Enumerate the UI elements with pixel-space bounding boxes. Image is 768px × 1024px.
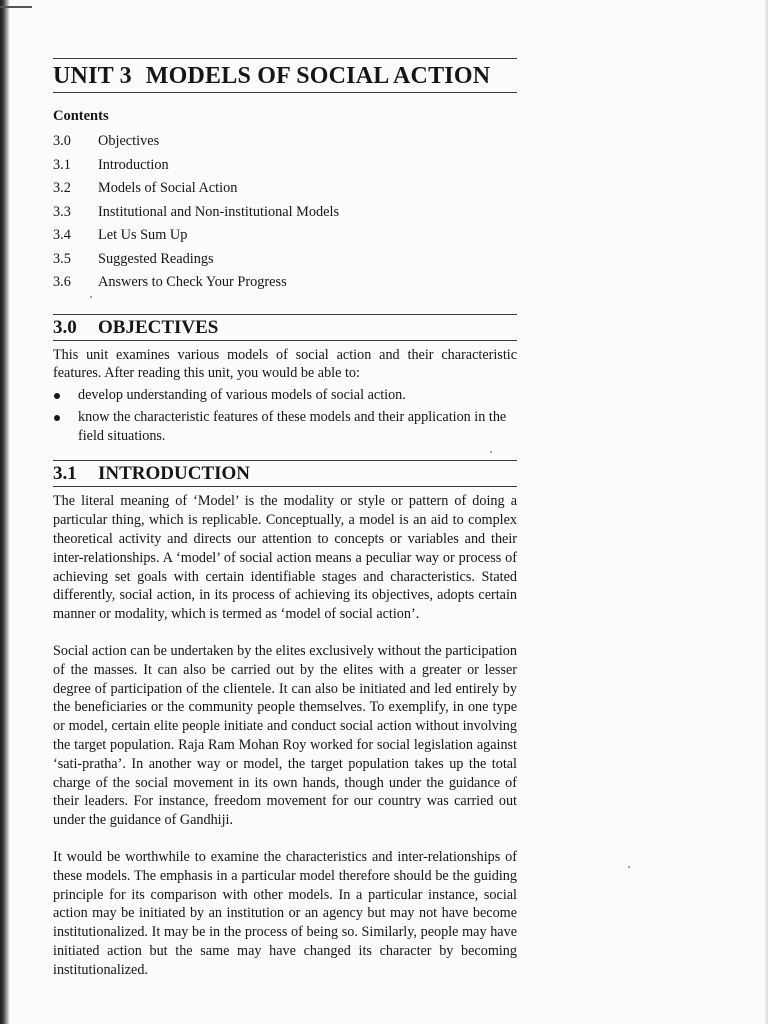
- section-title: INTRODUCTION: [98, 463, 251, 485]
- list-item-text: know the characteristic features of these models and their application in the field situations.: [78, 408, 507, 444]
- toc-item: [53, 201, 517, 225]
- document-page: [53, 58, 517, 980]
- toc-item-number: 3.3: [53, 203, 71, 220]
- table-of-contents: [53, 130, 517, 295]
- paragraph: The literal meaning of ‘Model’ is the modality or style or pattern of doing a particular thing, which is replicable. Conceptually, a model is an aid to complex theoretical activity and directs our attention to concepts or variables and their inter-relationships. A ‘model’ of social action means a peculiar way or process of achieving set goals with certain identifiable stages and characteristics. Stated differently, social action, in its process of achieving its objectives, adopts certain manner or modality, which is termed as ‘model of social action’.: [53, 493, 517, 623]
- toc-item: [53, 177, 517, 201]
- section-heading-objectives: [53, 314, 517, 341]
- toc-item-number: 3.6: [53, 274, 71, 290]
- toc-item-number: 3.1: [53, 156, 71, 173]
- toc-item-label: Let Us Sum Up: [98, 227, 188, 243]
- scan-speck: [628, 866, 630, 868]
- toc-item-number: 3.4: [53, 227, 71, 243]
- list-item-text: develop understanding of various models of social action.: [78, 387, 406, 404]
- section-number: 3.1: [53, 463, 77, 485]
- toc-item-label: Answers to Check Your Progress: [98, 274, 287, 290]
- unit-number: UNIT 3: [53, 63, 132, 89]
- scan-right-edge: [764, 0, 768, 1024]
- bullet-icon: [54, 415, 60, 421]
- toc-item: [53, 224, 517, 248]
- toc-item: [53, 130, 517, 154]
- section-title: OBJECTIVES: [98, 316, 219, 338]
- toc-item: [53, 154, 517, 178]
- scan-corner-mark: [0, 6, 32, 8]
- toc-item-number: 3.2: [53, 180, 71, 196]
- scan-binding-edge: [0, 0, 10, 1024]
- bullet-icon: [54, 393, 60, 399]
- section-number: 3.0: [53, 316, 77, 338]
- unit-name: MODELS OF SOCIAL ACTION: [145, 63, 491, 89]
- list-item: [53, 408, 517, 446]
- toc-item-number: 3.0: [53, 133, 71, 149]
- objectives-intro: This unit examines various models of social action and their characteristic features. After reading this unit, you would be able to:: [53, 346, 517, 382]
- objectives-list: [53, 386, 517, 445]
- toc-item-label: Institutional and Non-institutional Models: [98, 203, 340, 220]
- toc-item-label: Objectives: [98, 133, 160, 149]
- list-item: [53, 386, 517, 405]
- toc-item-label: Suggested Readings: [98, 250, 214, 267]
- section-heading-introduction: [53, 460, 517, 487]
- paragraph: Social action can be undertaken by the elites exclusively without the participation of the masses. It can also be carried out by the elites with a greater or lesser degree of participation of the clientele. It can also be initiated and led entirely by the beneficiaries or the community people themselves. To exemplify, in one type or model, certain elite people initiate and conduct social action without involving the target population. Raja Ram Mohan Roy worked for social legislation against ‘sati-pratha’. In another way or model, the target population takes up the total charge of the social movement in its own hands, though under the guidance of their leaders. For instance, freedom movement for our country was carried out under the guidance of Gandhiji.: [53, 643, 517, 829]
- unit-title: [53, 59, 517, 93]
- paragraph: It would be worthwhile to examine the characteristics and inter-relationships of these models. The emphasis in a particular model therefore should be the guiding principle for its comparison with other models. In a particular instance, social action may be initiated by an institution or an agency but may not have become institutionalized. It may be in the process of being so. Similarly, people may have initiated action but the same may have changed its character by becoming institutionalized.: [53, 849, 517, 978]
- toc-item: [53, 271, 517, 295]
- toc-item-label: Introduction: [98, 156, 169, 173]
- toc-item: [53, 248, 517, 272]
- toc-item-label: Models of Social Action: [98, 180, 238, 196]
- toc-item-number: 3.5: [53, 250, 71, 267]
- contents-heading: Contents: [53, 108, 109, 124]
